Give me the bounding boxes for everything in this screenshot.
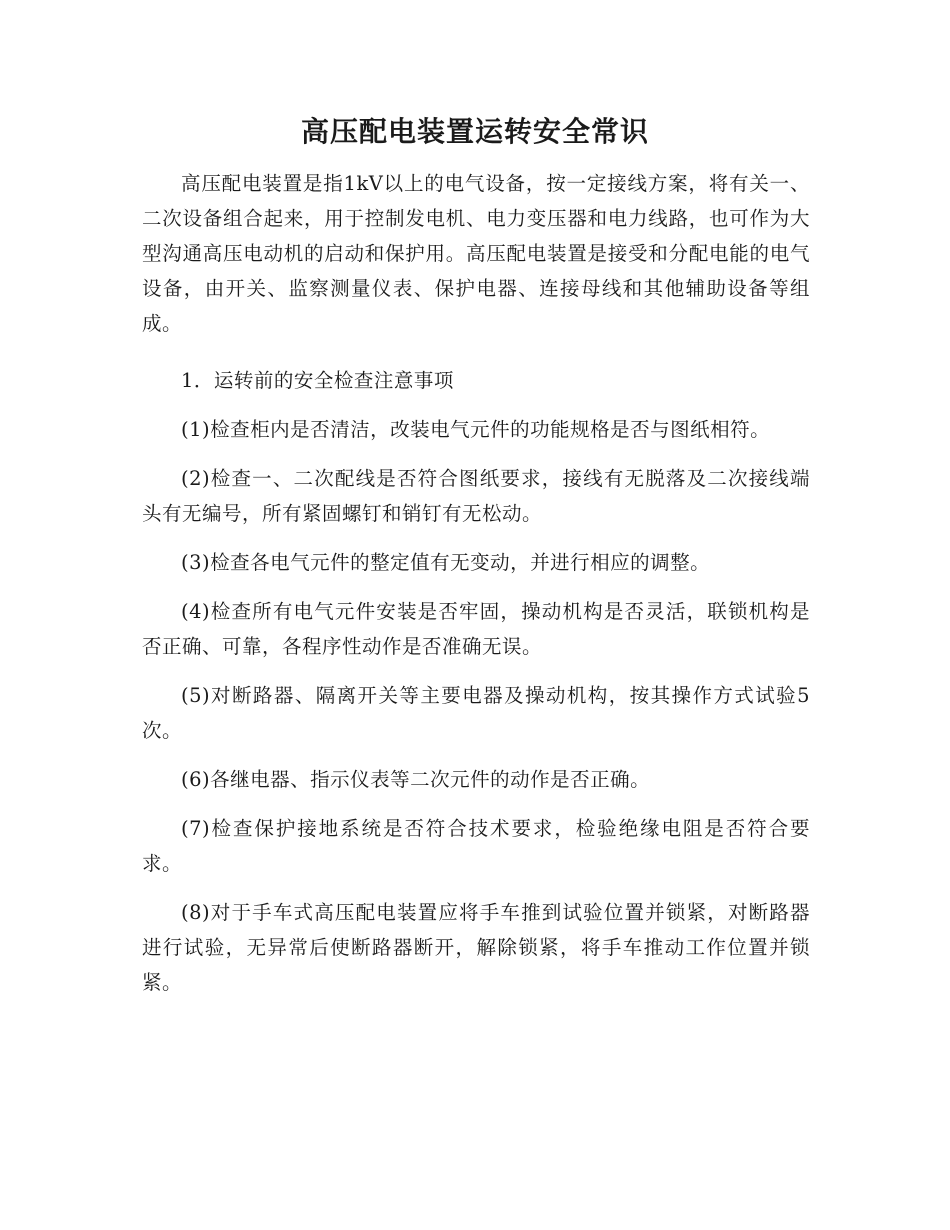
checklist-item-5: (5)对断路器、隔离开关等主要电器及操动机构，按其操作方式试验5次。 [142,684,810,742]
checklist-item-3: (3)检查各电气元件的整定值有无变动，并进行相应的调整。 [181,551,711,574]
checklist-item-8: (8)对于手车式高压配电装置应将手车推到试验位置并锁紧，对断路器进行试验，无异常后使断路器断开，解除锁紧，将手车推动工作位置并锁紧。 [142,901,810,994]
checklist-item-1: (1)检查柜内是否清洁，改装电气元件的功能规格是否与图纸相符。 [181,418,771,441]
section-heading: 1．运转前的安全检查注意事项 [181,369,454,392]
document-title: 高压配电装置运转安全常识 [300,115,649,148]
intro-paragraph: 高压配电装置是指1kV以上的电气设备，按一定接线方案，将有关一、二次设备组合起来，用于控制发电机、电力变压器和电力线路，也可作为大型沟通高压电动机的启动和保护用。高压配电装置是接受和分配电能的电气设备，由开关、监察测量仪表、保护电器、连接母线和其他辅助设备等组成。 [142,172,810,335]
checklist-item-7: (7)检查保护接地系统是否符合技术要求，检验绝缘电阻是否符合要求。 [142,817,810,875]
checklist-item-4: (4)检查所有电气元件安装是否牢固，操动机构是否灵活，联锁机构是否正确、可靠，各程序性动作是否准确无误。 [142,600,810,658]
checklist-item-6: (6)各继电器、指示仪表等二次元件的动作是否正确。 [181,768,651,791]
checklist-item-2: (2)检查一、二次配线是否符合图纸要求，接线有无脱落及二次接线端头有无编号，所有紧固螺钉和销钉有无松动。 [142,467,810,525]
document-body [142,166,810,1014]
